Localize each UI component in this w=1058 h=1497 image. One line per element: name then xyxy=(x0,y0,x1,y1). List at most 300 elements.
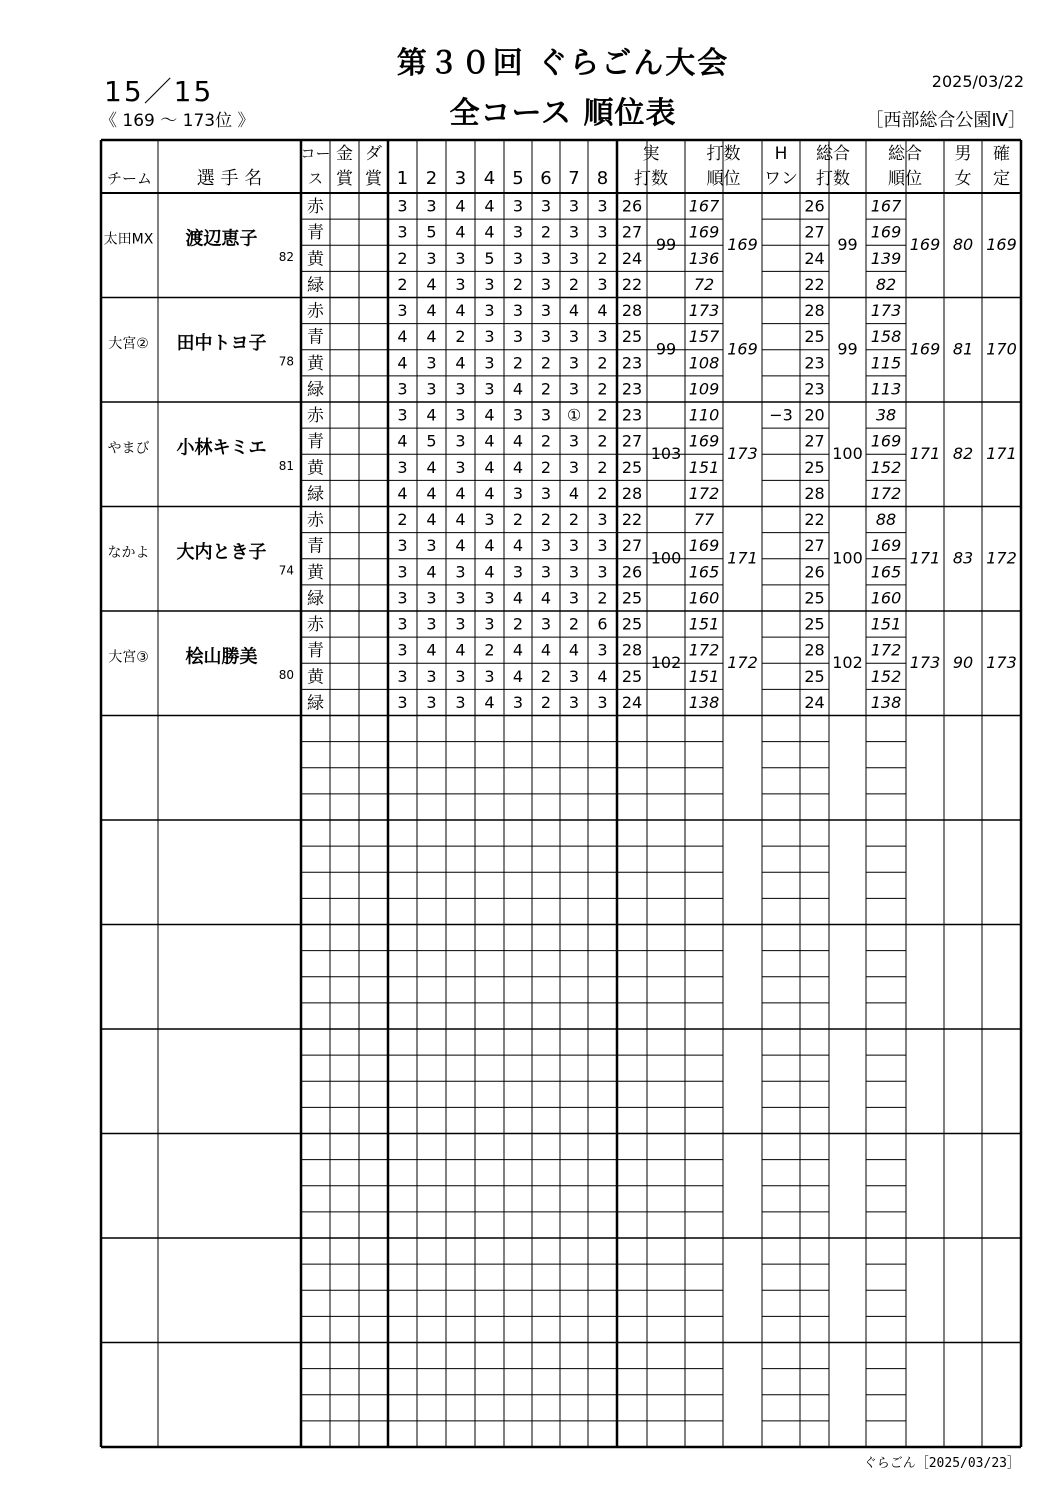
final-rank: 172 xyxy=(986,548,1017,568)
header-final-top: 確 xyxy=(993,144,1010,164)
hole-score: 2 xyxy=(540,379,552,399)
header-hole: 1 xyxy=(396,168,409,189)
course-label: 赤 xyxy=(307,615,324,636)
total-strokes: 100 xyxy=(832,443,863,463)
header-hole: 8 xyxy=(596,168,609,189)
gender-rank: 81 xyxy=(952,339,974,359)
course-label: 黄 xyxy=(307,353,324,374)
course-rank: 151 xyxy=(688,457,720,477)
hole-score: 3 xyxy=(426,588,437,608)
hole-score: 3 xyxy=(455,431,466,451)
course-label: 青 xyxy=(307,641,324,662)
hole-score: 3 xyxy=(484,510,495,530)
course-label: 青 xyxy=(307,327,324,348)
hole-score: 3 xyxy=(540,301,552,321)
hole-score: 3 xyxy=(426,666,437,686)
gender-rank: 80 xyxy=(952,234,974,254)
hole-score: 3 xyxy=(484,301,495,321)
header-total-rank-top: 総合 xyxy=(888,144,922,164)
hole-score: 4 xyxy=(512,536,524,556)
actual-strokes: 99 xyxy=(655,339,677,359)
course-label: 緑 xyxy=(307,693,324,714)
hole-score: 4 xyxy=(397,327,408,347)
total-rank: 169 xyxy=(909,339,941,359)
hole-score: 6 xyxy=(597,614,608,634)
course-label: 緑 xyxy=(307,484,324,505)
player-name: 桧山勝美 xyxy=(185,646,258,668)
hole-score: 4 xyxy=(426,510,437,530)
hole-score: 3 xyxy=(512,483,524,503)
hole-score: 3 xyxy=(568,692,580,712)
hole-score: 3 xyxy=(597,562,608,582)
header-da-bottom: 賞 xyxy=(365,169,382,189)
hole-score: 3 xyxy=(397,666,408,686)
course-total-sum: 25 xyxy=(804,588,825,608)
header-stroke-rank-bottom: 順位 xyxy=(706,169,741,189)
hole-score: 4 xyxy=(540,588,552,608)
header-hole: 4 xyxy=(483,168,496,189)
course-label: 青 xyxy=(307,432,324,453)
hole-score: 3 xyxy=(540,248,552,268)
course-label: 赤 xyxy=(307,406,324,427)
course-label: 緑 xyxy=(307,379,324,400)
course-sum: 24 xyxy=(621,248,643,268)
hole-score: 4 xyxy=(512,457,524,477)
course-total-sum: 23 xyxy=(804,379,825,399)
course-rank: 167 xyxy=(688,196,720,216)
course-total-sum: 28 xyxy=(804,301,825,321)
hole-score: 3 xyxy=(397,457,408,477)
gender-rank: 83 xyxy=(952,548,974,568)
stroke-rank: 171 xyxy=(727,548,758,568)
hole-score: 4 xyxy=(512,666,524,686)
header-actual-bottom: 打数 xyxy=(634,169,668,189)
hole-score: 2 xyxy=(512,510,524,530)
player-age: 81 xyxy=(278,458,294,473)
hole-score: 3 xyxy=(397,640,408,660)
hole-score: 4 xyxy=(455,301,466,321)
hole-score: 3 xyxy=(455,248,466,268)
course-total-rank: 82 xyxy=(875,274,897,294)
course-rank: 151 xyxy=(688,666,720,686)
hole-score: 4 xyxy=(484,457,495,477)
hole-score: 2 xyxy=(540,353,552,373)
hole-score: 3 xyxy=(397,692,408,712)
hole-score: 4 xyxy=(426,301,437,321)
course-rank: 109 xyxy=(688,379,720,399)
hole-score: 3 xyxy=(540,536,552,556)
course-total-rank: 169 xyxy=(870,536,902,556)
hole-score: ① xyxy=(566,405,582,425)
hole-score: 4 xyxy=(512,379,524,399)
course-total-rank: 138 xyxy=(870,692,902,712)
course-rank: 136 xyxy=(688,248,720,268)
course-total-sum: 26 xyxy=(804,562,825,582)
course-total-sum: 22 xyxy=(804,510,825,530)
hole-score: 3 xyxy=(484,614,495,634)
hole-score: 3 xyxy=(512,327,524,347)
header-team: チーム xyxy=(106,169,153,188)
hole-score: 4 xyxy=(455,510,466,530)
hole-in-one: −3 xyxy=(769,405,793,425)
header-course-top: コー xyxy=(300,144,331,163)
hole-score: 2 xyxy=(597,483,608,503)
hole-score: 3 xyxy=(512,405,524,425)
hole-score: 3 xyxy=(426,196,437,216)
course-rank: 169 xyxy=(688,536,720,556)
course-total-rank: 113 xyxy=(870,379,902,399)
course-rank: 151 xyxy=(688,614,720,634)
hole-score: 5 xyxy=(426,222,437,242)
course-rank: 169 xyxy=(688,431,720,451)
header-hole: 6 xyxy=(540,168,552,189)
hole-score: 3 xyxy=(597,640,608,660)
header-player: 選 手 名 xyxy=(196,168,263,189)
header-stroke-rank-top: 打数 xyxy=(706,144,741,164)
hole-score: 3 xyxy=(397,405,408,425)
course-total-rank: 88 xyxy=(875,510,897,530)
hole-score: 2 xyxy=(397,274,408,294)
header-gold-bottom: 賞 xyxy=(336,169,353,189)
hole-score: 3 xyxy=(568,379,580,399)
header-hole: 5 xyxy=(512,168,524,189)
footer-stamp: ぐらごん［2025/03/23］ xyxy=(863,1456,1020,1471)
header-gender-bottom: 女 xyxy=(954,169,972,189)
hole-score: 4 xyxy=(397,483,408,503)
hole-score: 4 xyxy=(455,196,466,216)
player-age: 80 xyxy=(278,667,294,682)
total-rank: 171 xyxy=(909,548,941,568)
course-total-sum: 26 xyxy=(804,196,825,216)
hole-score: 4 xyxy=(397,353,408,373)
course-total-rank: 169 xyxy=(870,431,902,451)
course-sum: 23 xyxy=(621,353,643,373)
hole-score: 3 xyxy=(426,692,437,712)
stroke-rank: 173 xyxy=(727,443,758,463)
course-total-sum: 24 xyxy=(804,248,825,268)
player-name: 田中トヨ子 xyxy=(176,332,267,354)
hole-score: 2 xyxy=(540,222,552,242)
player-name: 小林キミエ xyxy=(176,437,267,459)
course-total-rank: 139 xyxy=(870,248,902,268)
hole-score: 4 xyxy=(455,222,466,242)
hole-score: 2 xyxy=(597,248,608,268)
course-total-rank: 172 xyxy=(870,483,902,503)
final-rank: 169 xyxy=(986,234,1017,254)
hole-score: 4 xyxy=(484,431,495,451)
course-label: 緑 xyxy=(307,588,324,609)
hole-score: 3 xyxy=(540,327,552,347)
hole-score: 2 xyxy=(484,640,495,660)
hole-score: 3 xyxy=(597,327,608,347)
hole-score: 2 xyxy=(540,666,552,686)
hole-score: 4 xyxy=(426,562,437,582)
course-rank: 160 xyxy=(688,588,720,608)
course-total-sum: 28 xyxy=(804,640,825,660)
player-age: 82 xyxy=(278,249,294,264)
hole-score: 4 xyxy=(540,640,552,660)
hole-score: 2 xyxy=(597,405,608,425)
actual-strokes: 103 xyxy=(650,443,682,463)
hole-score: 3 xyxy=(426,353,437,373)
hole-score: 4 xyxy=(597,301,608,321)
hole-score: 2 xyxy=(597,353,608,373)
hole-score: 3 xyxy=(426,248,437,268)
hole-score: 2 xyxy=(540,457,552,477)
actual-strokes: 100 xyxy=(650,548,682,568)
venue: ［西部総合公園Ⅳ］ xyxy=(865,110,1026,131)
hole-score: 3 xyxy=(484,379,495,399)
page-title: 第３０回 ぐらごん大会 xyxy=(396,46,730,81)
hole-score: 3 xyxy=(484,588,495,608)
hole-score: 3 xyxy=(426,536,437,556)
hole-score: 3 xyxy=(540,562,552,582)
hole-score: 4 xyxy=(568,483,580,503)
final-rank: 171 xyxy=(986,443,1017,463)
course-sum: 27 xyxy=(621,536,643,556)
hole-score: 3 xyxy=(568,457,580,477)
hole-score: 3 xyxy=(512,692,524,712)
hole-score: 2 xyxy=(512,614,524,634)
rank-range: 《 169 ～ 173位 》 xyxy=(100,111,255,131)
course-total-rank: 38 xyxy=(875,405,897,425)
event-date: 2025/03/22 xyxy=(931,72,1024,91)
hole-score: 2 xyxy=(397,248,408,268)
course-total-rank: 115 xyxy=(870,353,902,373)
course-total-sum: 25 xyxy=(804,457,825,477)
hole-score: 3 xyxy=(540,196,552,216)
hole-score: 3 xyxy=(397,562,408,582)
hole-score: 3 xyxy=(568,666,580,686)
team-name: なかよ xyxy=(107,544,150,561)
header-course-bottom: ス xyxy=(307,169,324,188)
team-name: やまび xyxy=(107,440,150,457)
course-sum: 28 xyxy=(621,301,643,321)
total-strokes: 102 xyxy=(832,652,863,672)
header-hole: 2 xyxy=(425,168,438,189)
course-total-rank: 173 xyxy=(870,301,902,321)
hole-score: 4 xyxy=(426,327,437,347)
hole-score: 3 xyxy=(568,431,580,451)
team-name: 大宮② xyxy=(108,335,149,352)
player-name: 大内とき子 xyxy=(176,541,267,563)
course-rank: 110 xyxy=(688,405,720,425)
hole-score: 4 xyxy=(455,640,466,660)
hole-score: 2 xyxy=(597,457,608,477)
hole-score: 4 xyxy=(484,536,495,556)
course-total-rank: 165 xyxy=(870,562,902,582)
course-total-rank: 151 xyxy=(870,614,902,634)
course-sum: 22 xyxy=(621,274,643,294)
actual-strokes: 99 xyxy=(655,234,677,254)
hole-score: 3 xyxy=(455,274,466,294)
course-total-sum: 27 xyxy=(804,536,825,556)
course-total-sum: 25 xyxy=(804,327,825,347)
course-total-rank: 172 xyxy=(870,640,902,660)
hole-score: 3 xyxy=(397,379,408,399)
hole-score: 3 xyxy=(597,510,608,530)
course-total-rank: 160 xyxy=(870,588,902,608)
final-rank: 170 xyxy=(986,339,1017,359)
hole-score: 2 xyxy=(568,614,580,634)
hole-score: 3 xyxy=(540,483,552,503)
hole-score: 3 xyxy=(455,588,466,608)
course-total-rank: 152 xyxy=(870,457,902,477)
course-sum: 25 xyxy=(621,614,643,634)
hole-score: 3 xyxy=(568,248,580,268)
stroke-rank: 172 xyxy=(727,652,758,672)
hole-score: 3 xyxy=(426,379,437,399)
hole-score: 5 xyxy=(484,248,495,268)
hole-score: 3 xyxy=(455,379,466,399)
header-hw-bottom: ワン xyxy=(764,169,798,189)
course-rank: 172 xyxy=(688,483,720,503)
hole-score: 4 xyxy=(426,640,437,660)
stroke-rank: 169 xyxy=(727,339,758,359)
course-rank: 169 xyxy=(688,222,720,242)
hole-score: 4 xyxy=(455,483,466,503)
course-sum: 27 xyxy=(621,431,643,451)
course-label: 黄 xyxy=(307,667,324,688)
course-label: 青 xyxy=(307,536,324,557)
course-rank: 172 xyxy=(688,640,720,660)
course-sum: 26 xyxy=(621,196,643,216)
course-total-sum: 24 xyxy=(804,692,825,712)
hole-score: 4 xyxy=(397,431,408,451)
course-total-rank: 167 xyxy=(870,196,902,216)
hole-score: 3 xyxy=(455,692,466,712)
hole-score: 3 xyxy=(597,536,608,556)
course-sum: 26 xyxy=(621,562,643,582)
course-rank: 138 xyxy=(688,692,720,712)
hole-score: 4 xyxy=(568,301,580,321)
player-age: 78 xyxy=(278,354,294,369)
final-rank: 173 xyxy=(986,652,1017,672)
course-rank: 77 xyxy=(693,510,715,530)
header-da-top: ダ xyxy=(365,144,382,164)
total-rank: 169 xyxy=(909,234,941,254)
total-strokes: 99 xyxy=(837,234,858,254)
course-sum: 24 xyxy=(621,692,643,712)
hole-score: 4 xyxy=(512,640,524,660)
team-name: 大宮③ xyxy=(108,649,149,666)
course-rank: 108 xyxy=(688,353,720,373)
hole-score: 3 xyxy=(397,536,408,556)
hole-score: 3 xyxy=(597,222,608,242)
course-rank: 165 xyxy=(688,562,720,582)
course-rank: 157 xyxy=(688,327,720,347)
hole-score: 4 xyxy=(426,274,437,294)
course-label: 緑 xyxy=(307,275,324,296)
player-age: 74 xyxy=(278,563,294,578)
hole-score: 2 xyxy=(455,327,466,347)
hole-score: 4 xyxy=(484,405,495,425)
hole-score: 4 xyxy=(484,483,495,503)
hole-score: 2 xyxy=(540,431,552,451)
course-label: 赤 xyxy=(307,301,324,322)
course-label: 青 xyxy=(307,223,324,244)
hole-score: 3 xyxy=(512,562,524,582)
stroke-rank: 169 xyxy=(727,234,758,254)
hole-score: 3 xyxy=(455,614,466,634)
hole-score: 2 xyxy=(568,274,580,294)
total-strokes: 100 xyxy=(832,548,863,568)
hole-score: 3 xyxy=(597,692,608,712)
course-sum: 27 xyxy=(621,222,643,242)
course-total-sum: 22 xyxy=(804,274,825,294)
hole-score: 3 xyxy=(397,196,408,216)
hole-score: 3 xyxy=(568,353,580,373)
header-gold-top: 金 xyxy=(336,144,353,164)
hole-score: 4 xyxy=(484,692,495,712)
hole-score: 3 xyxy=(397,588,408,608)
team-name: 太田MX xyxy=(103,231,154,248)
course-total-sum: 23 xyxy=(804,353,825,373)
course-rank: 173 xyxy=(688,301,720,321)
hole-score: 3 xyxy=(568,588,580,608)
page-number: 15／15 xyxy=(104,75,214,108)
hole-score: 3 xyxy=(540,405,552,425)
course-total-rank: 158 xyxy=(870,327,902,347)
total-rank: 171 xyxy=(909,443,941,463)
hole-score: 3 xyxy=(455,405,466,425)
hole-score: 3 xyxy=(455,457,466,477)
header-hole: 7 xyxy=(568,168,580,189)
hole-score: 3 xyxy=(484,327,495,347)
header-total-top: 総合 xyxy=(816,144,850,164)
hole-score: 3 xyxy=(512,222,524,242)
course-sum: 25 xyxy=(621,457,643,477)
hole-score: 3 xyxy=(397,222,408,242)
hole-score: 4 xyxy=(455,353,466,373)
course-sum: 23 xyxy=(621,405,643,425)
header-actual-top: 実 xyxy=(642,144,660,164)
hole-score: 3 xyxy=(540,274,552,294)
course-sum: 25 xyxy=(621,588,643,608)
course-sum: 23 xyxy=(621,379,643,399)
hole-score: 5 xyxy=(426,431,437,451)
hole-score: 3 xyxy=(568,327,580,347)
header-hole: 3 xyxy=(454,168,467,189)
hole-score: 3 xyxy=(568,536,580,556)
header-total-bottom: 打数 xyxy=(816,169,850,189)
course-total-sum: 20 xyxy=(804,405,825,425)
hole-score: 4 xyxy=(426,405,437,425)
hole-score: 4 xyxy=(597,666,608,686)
course-total-sum: 25 xyxy=(804,614,825,634)
header-gender-top: 男 xyxy=(954,144,972,164)
hole-score: 2 xyxy=(512,274,524,294)
total-rank: 173 xyxy=(909,652,941,672)
hole-score: 3 xyxy=(568,222,580,242)
hole-score: 3 xyxy=(597,274,608,294)
hole-score: 3 xyxy=(484,274,495,294)
course-label: 赤 xyxy=(307,197,324,218)
course-sum: 25 xyxy=(621,666,643,686)
hole-score: 4 xyxy=(512,588,524,608)
hole-score: 4 xyxy=(484,562,495,582)
hole-score: 2 xyxy=(597,379,608,399)
hole-score: 3 xyxy=(512,196,524,216)
course-sum: 22 xyxy=(621,510,643,530)
course-sum: 25 xyxy=(621,327,643,347)
hole-score: 3 xyxy=(484,353,495,373)
course-label: 黄 xyxy=(307,562,324,583)
hole-score: 2 xyxy=(568,510,580,530)
total-strokes: 99 xyxy=(837,339,858,359)
hole-score: 3 xyxy=(397,301,408,321)
course-total-rank: 152 xyxy=(870,666,902,686)
